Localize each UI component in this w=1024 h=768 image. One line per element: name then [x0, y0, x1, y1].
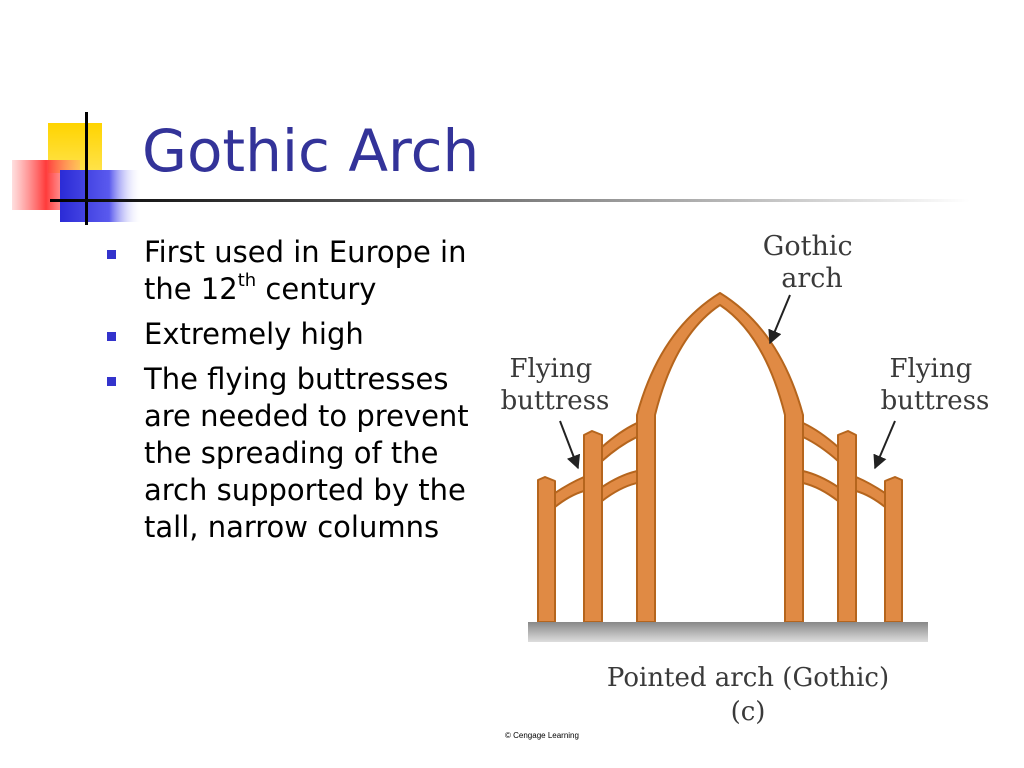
right-upper-buttress-2: [803, 471, 838, 501]
left-upper-buttress: [602, 423, 637, 461]
left-buttress-arrow: [560, 421, 578, 468]
vertical-line: [85, 112, 88, 225]
arch-arrow: [770, 295, 790, 343]
left-lower-buttress: [555, 477, 584, 507]
left-outer-pier: [538, 477, 555, 622]
right-upper-buttress: [803, 423, 838, 461]
left-middle-pier: [584, 431, 602, 622]
bullet-text: Extremely high: [144, 317, 364, 351]
pointed-arch: [637, 293, 803, 622]
right-middle-pier: [838, 431, 856, 622]
bullet-item: [104, 316, 474, 353]
bullet-text-tail: century: [256, 272, 377, 306]
right-outer-pier: [885, 477, 902, 622]
bullet-item: [104, 361, 474, 546]
slide-title: Gothic Arch: [142, 117, 480, 185]
copyright-credit: © Cengage Learning: [505, 731, 579, 740]
bullet-marker: [107, 250, 116, 259]
ground-line: [528, 622, 928, 642]
bullet-text: First used in Europe in the 12: [144, 235, 467, 306]
right-buttress-arrow: [875, 421, 895, 468]
bullet-item: [104, 234, 474, 308]
right-lower-buttress: [856, 477, 885, 507]
left-buttress-label: Flying buttress: [500, 354, 610, 416]
blue-square: [60, 170, 142, 222]
left-upper-buttress-2: [602, 471, 637, 501]
decorative-corner-squares: [0, 0, 160, 240]
bullet-text: The flying buttresses are needed to prevent the spreading of the arch supported by the tall, narrow columns: [144, 362, 469, 544]
bullet-marker: [107, 377, 116, 386]
gothic-arch-diagram: [480, 225, 1010, 745]
right-buttress-label: Flying buttress: [880, 354, 990, 416]
figure-caption: Pointed arch (Gothic): [606, 663, 890, 693]
bullet-marker: [107, 332, 116, 341]
figure-sublabel: (c): [730, 697, 766, 727]
gothic-arch-label: Gothic arch: [762, 231, 853, 294]
superscript: th: [237, 270, 257, 292]
title-underline: [50, 199, 970, 202]
bullet-list: [104, 234, 474, 554]
